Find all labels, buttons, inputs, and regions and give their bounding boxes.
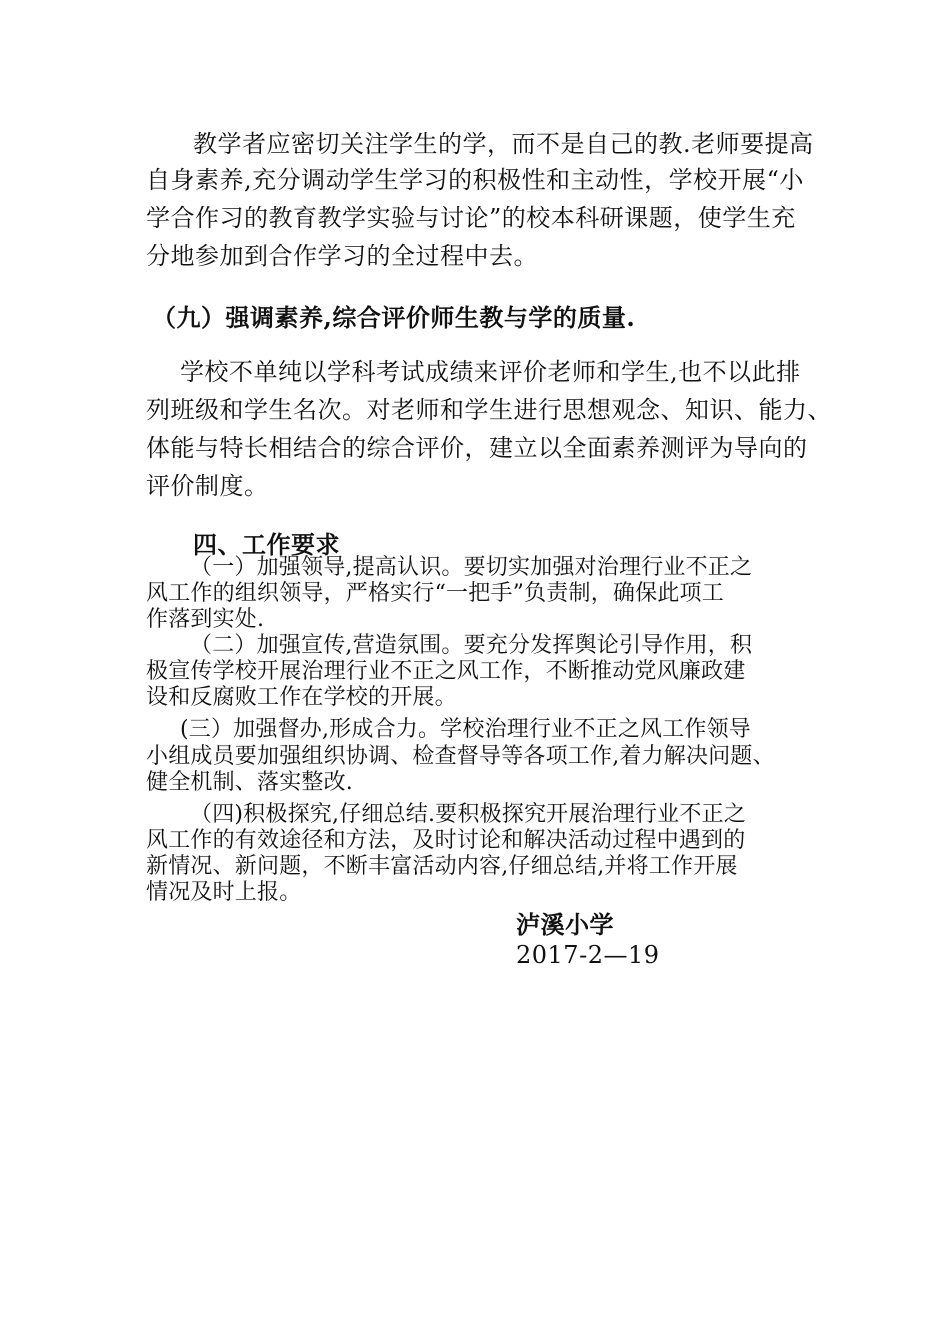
paragraph-line: 情况及时上报。 — [146, 880, 302, 905]
signature-school: 泸溪小学 — [516, 910, 614, 939]
signature-date: 2017-2—19 — [516, 941, 660, 969]
paragraph-line: （一）加强领导,提高认识。要切实加强对治理行业不正之 — [190, 555, 753, 580]
paragraph-line: 作落到实处. — [146, 607, 265, 632]
paragraph-line: 风工作的组织领导，严格实行“一把手”负责制，确保此项工 — [146, 581, 724, 606]
paragraph-line: 小组成员要加强组织协调、检查督导等各项工作,着力解决问题、 — [146, 744, 775, 769]
section-heading: （九）强调素养,综合评价师生教与学的质量. — [152, 303, 636, 332]
paragraph-line: 分地参加到合作学习的全过程中去。 — [146, 242, 538, 270]
paragraph-line: （四)积极探究,仔细总结.要积极探究开展治理行业不正之 — [190, 802, 746, 827]
paragraph-line: 教学者应密切关注学生的学，而不是自己的教.老师要提高 — [193, 130, 814, 158]
paragraph-line: 体能与特长相结合的综合评价，建立以全面素养测评为导向的 — [146, 434, 808, 462]
paragraph-line: 学合作习的教育教学实验与讨论”的校本科研课题，使学生充 — [146, 204, 796, 232]
paragraph-line: 新情况、新问题，不断丰富活动内容,仔细总结,并将工作开展 — [146, 854, 738, 879]
paragraph-line: 设和反腐败工作在学校的开展。 — [146, 685, 457, 710]
paragraph-line: 健全机制、落实整改. — [146, 770, 353, 795]
paragraph-line: 自身素养,充分调动学生学习的积极性和主动性，学校开展“小 — [146, 166, 804, 194]
section-heading: 四、工作要求 — [193, 530, 340, 559]
paragraph-line: (三）加强督办,形成合力。学校治理行业不正之风工作领导 — [180, 717, 751, 742]
paragraph-line: 评价制度。 — [146, 472, 269, 500]
paragraph-line: 列班级和学生名次。对老师和学生进行思想观念、知识、能力、 — [146, 396, 832, 424]
paragraph-line: 风工作的有效途径和方法，及时讨论和解决活动过程中遇到的 — [146, 828, 746, 853]
paragraph-line: 极宣传学校开展治理行业不正之风工作，不断推动党风廉政建 — [146, 659, 746, 684]
paragraph-line: （二）加强宣传,营造氛围。要充分发挥舆论引导作用，积 — [190, 633, 753, 658]
paragraph-line: 学校不单纯以学科考试成绩来评价老师和学生,也不以此排 — [180, 358, 801, 386]
